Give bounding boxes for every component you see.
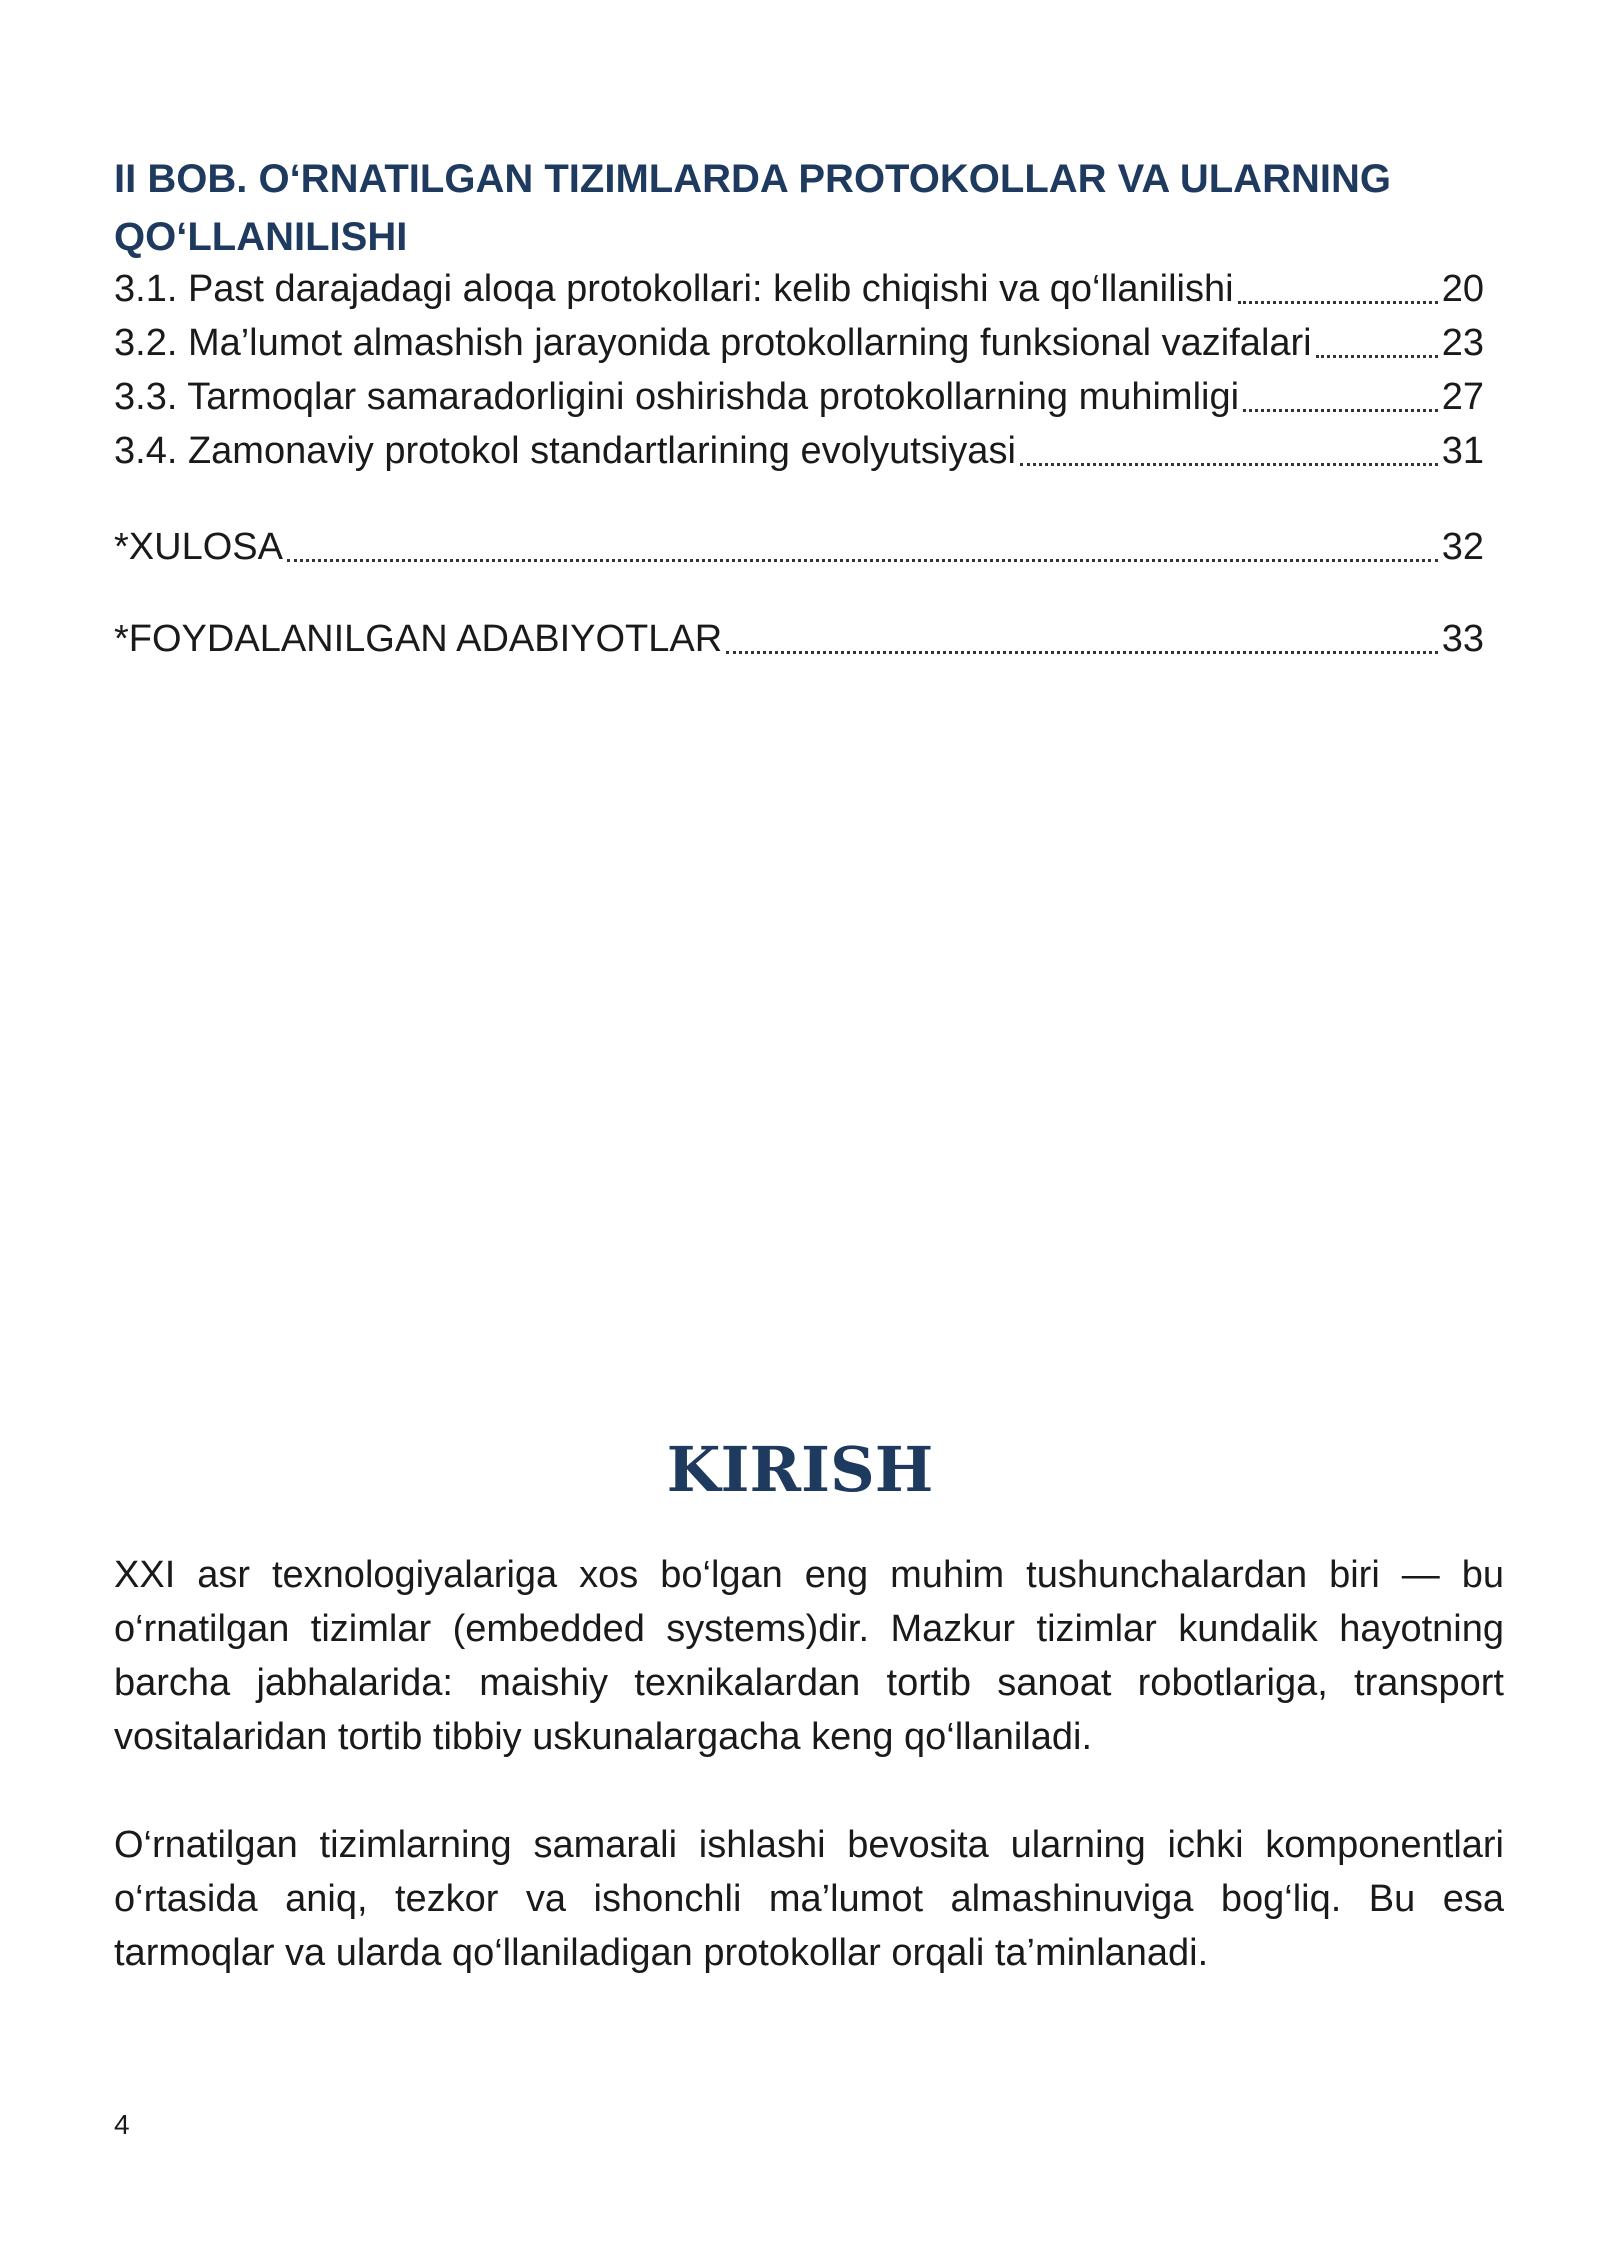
toc-entry-label: 3.4. Zamonaviy protokol standartlarining evolyutsiyasi xyxy=(114,430,1016,472)
toc-leader-dots xyxy=(287,559,1438,562)
toc-entry-label: *FOYDALANILGAN ADABIYOTLAR xyxy=(114,618,723,660)
toc-entry-page: 32 xyxy=(1441,526,1484,568)
toc-leader-dots xyxy=(1243,409,1438,412)
toc-leader-dots xyxy=(726,651,1438,654)
toc-entry[interactable] xyxy=(114,316,1484,370)
toc-entry-label: *XULOSA xyxy=(114,526,283,568)
toc-entry[interactable] xyxy=(114,370,1484,424)
toc-entry-label: 3.3. Tarmoqlar samaradorligini oshirishda protokollarning muhimligi xyxy=(114,376,1240,418)
toc-entry-page: 20 xyxy=(1441,268,1484,310)
chapter-heading: II BOB. O‘RNATILGAN TIZIMLARDA PROTOKOLLAR VA ULARNING QO‘LLANILISHI xyxy=(114,157,1391,259)
body-paragraph: XXI asr texnologiyalariga xos bo‘lgan eng muhim tushunchalardan biri — bu o‘rnatilgan tizimlar (embedded systems)dir. Mazkur tizimlar kundalik hayotning barcha jabhalarida: maishiy texnikalardan tortib sanoat robotlariga, transport vositalaridan tortib tibbiy uskunalargacha keng qo‘llaniladi. xyxy=(114,1554,1504,1758)
toc-entry[interactable] xyxy=(114,262,1484,316)
toc-entry-page: 23 xyxy=(1441,322,1484,364)
toc-entry-page: 27 xyxy=(1441,376,1484,418)
toc-leader-dots xyxy=(1238,301,1438,304)
toc-entry-page: 33 xyxy=(1441,618,1484,660)
toc-leader-dots xyxy=(1020,463,1438,466)
toc-entry-label: 3.1. Past darajadagi aloqa protokollari: kelib chiqishi va qo‘llanilishi xyxy=(114,268,1234,310)
toc-leader-dots xyxy=(1316,355,1438,358)
body-paragraph: O‘rnatilgan tizimlarning samarali ishlashi bevosita ularning ichki komponentlari o‘rtasida aniq, tezkor va ishonchli ma’lumot almashinuviga bog‘liq. Bu esa tarmoqlar va ularda qo‘llaniladigan protokollar orqali ta’minlanadi. xyxy=(114,1824,1504,1974)
toc-entry-page: 31 xyxy=(1441,430,1484,472)
section-title: KIRISH xyxy=(666,1433,934,1506)
toc-entry-conclusion[interactable] xyxy=(114,520,1484,574)
page-number: 4 xyxy=(114,2109,130,2140)
toc-entry-label: 3.2. Ma’lumot almashish jarayonida protokollarning funksional vazifalari xyxy=(114,322,1312,364)
toc-entry-references[interactable] xyxy=(114,612,1484,666)
toc-entry[interactable] xyxy=(114,424,1484,478)
table-of-contents xyxy=(114,262,1484,478)
